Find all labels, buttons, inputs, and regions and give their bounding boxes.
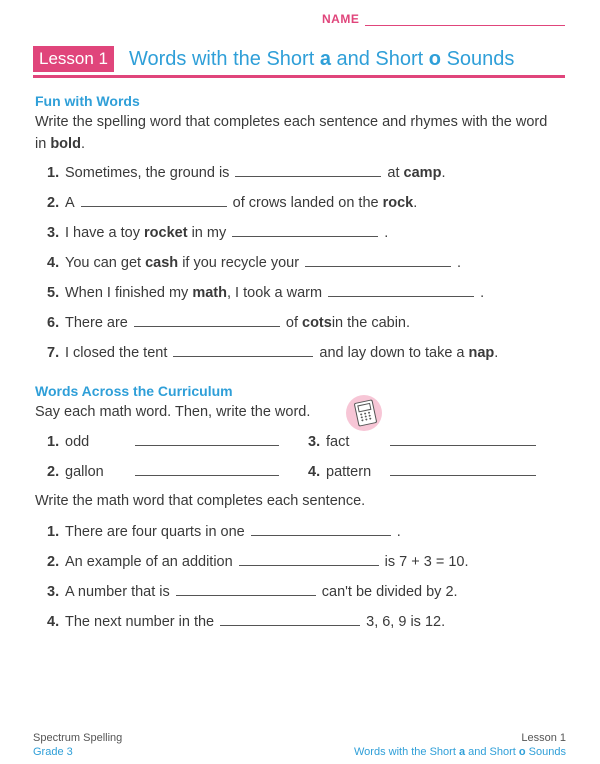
answer-blank[interactable] bbox=[390, 433, 536, 446]
footer-lesson: Lesson 1 bbox=[521, 732, 566, 744]
footer-title-part: Words with the Short bbox=[353, 746, 459, 758]
math-sentence-item bbox=[47, 583, 458, 600]
footer-left bbox=[33, 731, 122, 759]
item-text: if you recycle your bbox=[182, 255, 300, 271]
item-text: . bbox=[441, 165, 446, 181]
item-text: You can get bbox=[65, 255, 142, 271]
fun-instruction bbox=[35, 111, 555, 155]
item-text: When I finished my bbox=[65, 285, 189, 301]
footer-right bbox=[354, 731, 566, 759]
section-title-across: Words Across the Curriculum bbox=[35, 383, 233, 399]
item-number: 2. bbox=[47, 554, 60, 570]
item-text: at bbox=[387, 165, 400, 181]
item-text: Sometimes, the ground is bbox=[65, 165, 230, 181]
answer-blank[interactable] bbox=[135, 433, 279, 446]
rhyme-word: nap bbox=[468, 345, 495, 361]
footer-publisher: Spectrum Spelling bbox=[33, 732, 123, 744]
item-number: 4. bbox=[47, 255, 60, 271]
item-text: . bbox=[396, 524, 401, 540]
lesson-title bbox=[129, 46, 514, 72]
item-text: There are four quarts in one bbox=[65, 524, 245, 540]
item-text: . bbox=[480, 285, 485, 301]
rhyme-word: rock bbox=[382, 195, 414, 211]
section-title-fun: Fun with Words bbox=[35, 93, 140, 109]
answer-blank[interactable] bbox=[220, 613, 360, 626]
item-number: 3. bbox=[308, 434, 321, 450]
title-part: Sounds bbox=[441, 48, 515, 70]
item-number: 3. bbox=[47, 225, 60, 241]
footer-lesson-title bbox=[354, 745, 566, 759]
item-number: 7. bbox=[47, 345, 60, 361]
instruction-text: Write the spelling word that completes each sentence and rhymes with the word in bbox=[35, 114, 548, 152]
item-number: 6. bbox=[47, 315, 60, 331]
item-text: 3, 6, 9 is 12. bbox=[366, 614, 446, 630]
math-word-item bbox=[47, 463, 285, 480]
across-instruction: Say each math word. Then, write the word. bbox=[35, 404, 311, 420]
math-sentence-item bbox=[47, 523, 401, 540]
across-instruction-2: Write the math word that completes each sentence. bbox=[35, 493, 366, 509]
item-text: There are bbox=[65, 315, 128, 331]
math-word-item bbox=[308, 463, 542, 480]
lesson-badge: Lesson 1 bbox=[33, 46, 114, 72]
item-text: . bbox=[384, 225, 389, 241]
fun-item bbox=[47, 254, 461, 271]
rhyme-word: rocket bbox=[144, 225, 188, 241]
item-text: . bbox=[457, 255, 462, 271]
item-number: 2. bbox=[47, 464, 60, 480]
footer-title-part: Sounds bbox=[525, 746, 566, 758]
answer-blank[interactable] bbox=[390, 463, 536, 476]
title-letter-a: a bbox=[319, 48, 331, 70]
item-text: The next number in the bbox=[65, 614, 215, 630]
math-word: fact bbox=[326, 434, 350, 450]
title-letter-o: o bbox=[428, 48, 442, 70]
item-text: A bbox=[65, 195, 75, 211]
header-rule bbox=[33, 75, 565, 78]
answer-blank[interactable] bbox=[81, 194, 227, 207]
item-number: 4. bbox=[47, 614, 60, 630]
item-text: is 7 + 3 = 10. bbox=[384, 554, 469, 570]
item-text: , I took a warm bbox=[227, 285, 323, 301]
name-label: NAME bbox=[322, 12, 360, 26]
fun-item bbox=[47, 284, 484, 301]
item-text: . bbox=[413, 195, 418, 211]
footer-letter-o: o bbox=[518, 746, 526, 758]
item-text: of bbox=[285, 315, 298, 331]
rhyme-word: cots bbox=[302, 315, 332, 331]
answer-blank[interactable] bbox=[305, 254, 451, 267]
answer-blank[interactable] bbox=[173, 344, 313, 357]
answer-blank[interactable] bbox=[134, 314, 280, 327]
answer-blank[interactable] bbox=[232, 224, 378, 237]
item-number: 5. bbox=[47, 285, 60, 301]
fun-item bbox=[47, 164, 445, 181]
math-word: odd bbox=[65, 434, 90, 450]
item-text: in my bbox=[191, 225, 227, 241]
answer-blank[interactable] bbox=[251, 523, 391, 536]
answer-blank[interactable] bbox=[328, 284, 474, 297]
item-number: 1. bbox=[47, 434, 60, 450]
item-number: 4. bbox=[308, 464, 321, 480]
fun-item bbox=[47, 344, 498, 361]
rhyme-word: camp bbox=[403, 165, 442, 181]
item-text: of crows landed on the bbox=[232, 195, 379, 211]
fun-item bbox=[47, 314, 410, 331]
item-text: and lay down to take a bbox=[319, 345, 465, 361]
item-text: in the cabin. bbox=[331, 315, 411, 331]
footer-grade: Grade 3 bbox=[33, 746, 73, 758]
math-word-item bbox=[47, 433, 285, 450]
item-number: 3. bbox=[47, 584, 60, 600]
fun-item bbox=[47, 194, 417, 211]
name-field bbox=[322, 12, 565, 26]
answer-blank[interactable] bbox=[176, 583, 316, 596]
rhyme-word: cash bbox=[145, 255, 179, 271]
math-word-item bbox=[308, 433, 542, 450]
rhyme-word: math bbox=[192, 285, 227, 301]
calculator-icon bbox=[346, 395, 382, 431]
math-word: gallon bbox=[65, 464, 104, 480]
math-sentence-item bbox=[47, 553, 469, 570]
footer-title-part: and Short bbox=[465, 746, 519, 758]
item-number: 1. bbox=[47, 524, 60, 540]
item-text: can't be divided by 2. bbox=[321, 584, 458, 600]
item-text: I have a toy bbox=[65, 225, 140, 241]
item-text: I closed the tent bbox=[65, 345, 168, 361]
math-word: pattern bbox=[326, 464, 372, 480]
lesson-header bbox=[33, 46, 565, 74]
item-number: 2. bbox=[47, 195, 60, 211]
fun-item bbox=[47, 224, 388, 241]
footer-letter-a: a bbox=[458, 746, 466, 758]
item-text: A number that is bbox=[65, 584, 170, 600]
title-part: Words with the Short bbox=[129, 48, 320, 70]
answer-blank[interactable] bbox=[239, 553, 379, 566]
calculator-keys bbox=[359, 411, 373, 422]
answer-blank[interactable] bbox=[235, 164, 381, 177]
answer-blank[interactable] bbox=[135, 463, 279, 476]
item-text: An example of an addition bbox=[65, 554, 233, 570]
item-text: . bbox=[494, 345, 499, 361]
title-part: and Short bbox=[330, 48, 429, 70]
instruction-bold: bold bbox=[50, 136, 81, 152]
instruction-text: . bbox=[80, 136, 85, 152]
calculator-body bbox=[354, 399, 378, 426]
name-line[interactable] bbox=[365, 13, 565, 26]
math-sentence-item bbox=[47, 613, 445, 630]
item-number: 1. bbox=[47, 165, 60, 181]
